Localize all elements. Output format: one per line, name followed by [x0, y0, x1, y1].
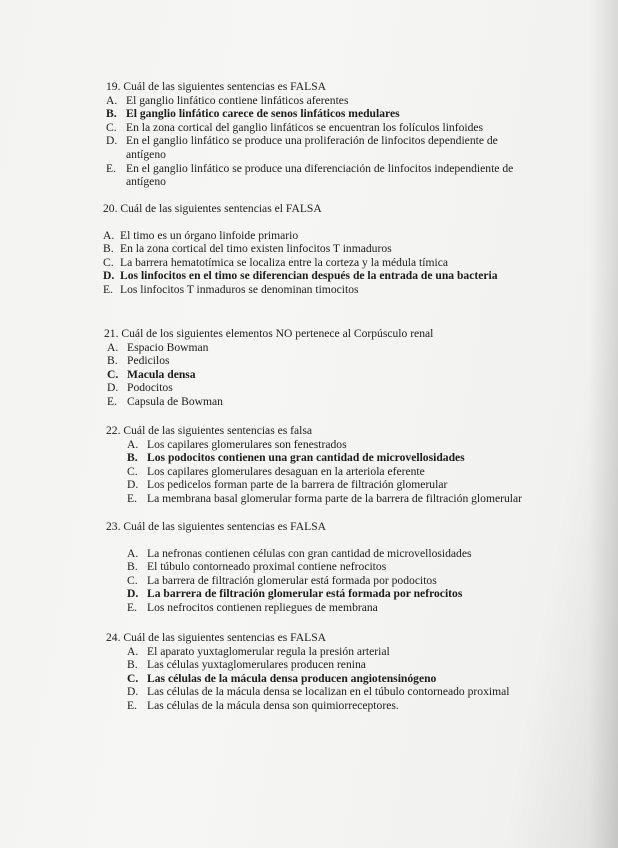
option-text: La barrera hematotímica se localiza entre la corteza y la médula tímica	[120, 255, 448, 269]
option-c	[103, 256, 533, 270]
option-letter: E.	[103, 282, 113, 296]
option-letter: D.	[103, 269, 115, 283]
option-letter: A.	[106, 93, 118, 107]
option-text: El aparato yuxtaglomerular regula la presión arterial	[147, 644, 390, 658]
option-letter: E.	[127, 491, 137, 505]
option-letter: C.	[103, 255, 114, 269]
option-e	[106, 162, 526, 189]
option-b	[103, 242, 533, 256]
option-letter: D.	[127, 685, 139, 699]
option-a	[127, 645, 526, 659]
option-c	[127, 574, 526, 588]
options-list	[107, 341, 524, 409]
options-list	[127, 645, 526, 713]
question-title: 22. Cuál de las siguientes sentencias es falsa	[106, 424, 313, 437]
option-text: La barrera de filtración glomerular está formada por podocitos	[147, 573, 437, 587]
question-title: 21. Cuál de los siguientes elementos NO pertenece al Corpúsculo renal	[104, 327, 434, 340]
option-letter: E.	[127, 698, 137, 712]
option-text: La membrana basal glomerular forma parte de la barrera de filtración glomerular	[147, 491, 523, 505]
option-letter: D.	[106, 134, 118, 148]
option-d-answer	[103, 269, 533, 283]
option-a	[127, 438, 526, 452]
option-text: Espacio Bowman	[127, 340, 209, 354]
options-list	[127, 438, 526, 506]
option-c-answer	[107, 368, 524, 382]
option-e	[127, 601, 526, 615]
option-c	[127, 465, 526, 479]
question-title: 20. Cuál de las siguientes sentencias el FALSA	[103, 202, 322, 215]
option-text: Los linfocitos en el timo se diferencian después de la entrada de una bacteria	[120, 269, 498, 283]
option-b	[127, 658, 526, 672]
question-title: 19. Cuál de las siguientes sentencias es FALSA	[106, 80, 327, 93]
option-c-answer	[127, 672, 526, 686]
option-text: Las células yuxtaglomerulares producen renina	[147, 658, 366, 672]
option-text: La barrera de filtración glomerular está formada por nefrocitos	[147, 587, 463, 601]
option-letter: C.	[127, 464, 138, 478]
option-letter: D.	[127, 587, 139, 601]
option-text: Capsula de Bowman	[127, 394, 223, 408]
option-letter: D.	[107, 381, 119, 395]
options-list	[103, 229, 533, 297]
option-letter: A.	[127, 546, 139, 560]
option-letter: A.	[107, 340, 119, 354]
option-text: En el ganglio linfático se produce una proliferación de linfocitos dependiente de antígeno	[126, 134, 498, 161]
option-c	[106, 121, 526, 135]
option-d	[127, 478, 526, 492]
option-e	[127, 699, 526, 713]
option-text: Las células de la mácula densa producen angiotensinógeno	[147, 671, 437, 685]
option-d	[106, 134, 526, 161]
option-letter: B.	[127, 560, 138, 574]
option-text: Los capilares glomerulares son fenestrados	[147, 437, 347, 451]
option-text: Las células de la mácula densa se localizan en el túbulo contorneado proximal	[147, 685, 510, 699]
option-a	[103, 229, 533, 243]
option-text: En el ganglio linfático se produce una diferenciación de linfocitos independiente de antígeno	[126, 161, 514, 189]
option-letter: A.	[103, 228, 115, 242]
options-list	[127, 547, 526, 615]
option-e	[127, 492, 526, 506]
option-d	[127, 685, 526, 699]
option-letter: B.	[127, 451, 138, 465]
option-letter: B.	[107, 354, 118, 368]
option-letter: C.	[106, 120, 117, 134]
option-letter: E.	[127, 600, 137, 614]
option-text: Los capilares glomerulares desaguan en la arteriola eferente	[147, 464, 425, 478]
option-text: El timo es un órgano linfoide primario	[120, 228, 299, 242]
option-e	[107, 395, 524, 409]
question-title: 24. Cuál de las siguientes sentencias es FALSA	[106, 631, 327, 644]
option-b-answer	[127, 451, 526, 465]
option-letter: E.	[106, 161, 116, 175]
options-list	[106, 94, 526, 189]
option-letter: B.	[127, 658, 138, 672]
question-22	[106, 424, 526, 506]
question-24	[106, 631, 526, 713]
option-letter: A.	[127, 644, 139, 658]
option-text: Podocitos	[127, 381, 173, 395]
option-text: El túbulo contorneado proximal contiene nefrocitos	[147, 560, 387, 574]
option-letter: B.	[103, 242, 114, 256]
option-letter: C.	[127, 671, 139, 685]
option-b-answer	[106, 107, 526, 121]
option-d-answer	[127, 587, 526, 601]
option-text: Los linfocitos T inmaduros se denominan timocitos	[120, 282, 359, 296]
option-b	[127, 560, 526, 574]
option-a	[107, 341, 524, 355]
option-a	[127, 547, 526, 561]
option-a	[106, 94, 526, 108]
option-text: Los pedicelos forman parte de la barrera de filtración glomerular	[147, 478, 448, 492]
option-text: Pedicilos	[127, 354, 170, 368]
option-b	[107, 354, 524, 368]
option-text: El ganglio linfático contiene linfáticos aferentes	[126, 93, 349, 107]
option-text: El ganglio linfático carece de senos linfáticos medulares	[126, 107, 400, 121]
option-text: La nefronas contienen células con gran cantidad de microvellosidades	[147, 546, 472, 560]
option-letter: C.	[127, 573, 138, 587]
option-letter: B.	[106, 107, 117, 121]
option-letter: E.	[107, 394, 117, 408]
question-21	[104, 327, 524, 409]
question-20	[103, 202, 533, 297]
option-text: Los nefrocitos contienen repliegues de membrana	[147, 600, 378, 614]
option-e	[103, 283, 533, 297]
option-letter: A.	[127, 437, 139, 451]
option-text: Macula densa	[127, 367, 196, 381]
option-letter: C.	[107, 367, 119, 381]
option-d	[107, 381, 524, 395]
option-letter: D.	[127, 478, 139, 492]
question-19	[106, 80, 526, 189]
option-text: En la zona cortical del timo existen linfocitos T inmaduros	[120, 242, 392, 256]
option-text: En la zona cortical del ganglio linfáticos se encuentran los folículos linfoides	[126, 120, 484, 134]
option-text: Las células de la mácula densa son quimiorreceptores.	[147, 698, 399, 712]
question-23	[106, 520, 526, 615]
option-text: Los podocitos contienen una gran cantidad de microvellosidades	[147, 451, 465, 465]
question-title: 23. Cuál de las siguientes sentencias es FALSA	[106, 520, 327, 533]
